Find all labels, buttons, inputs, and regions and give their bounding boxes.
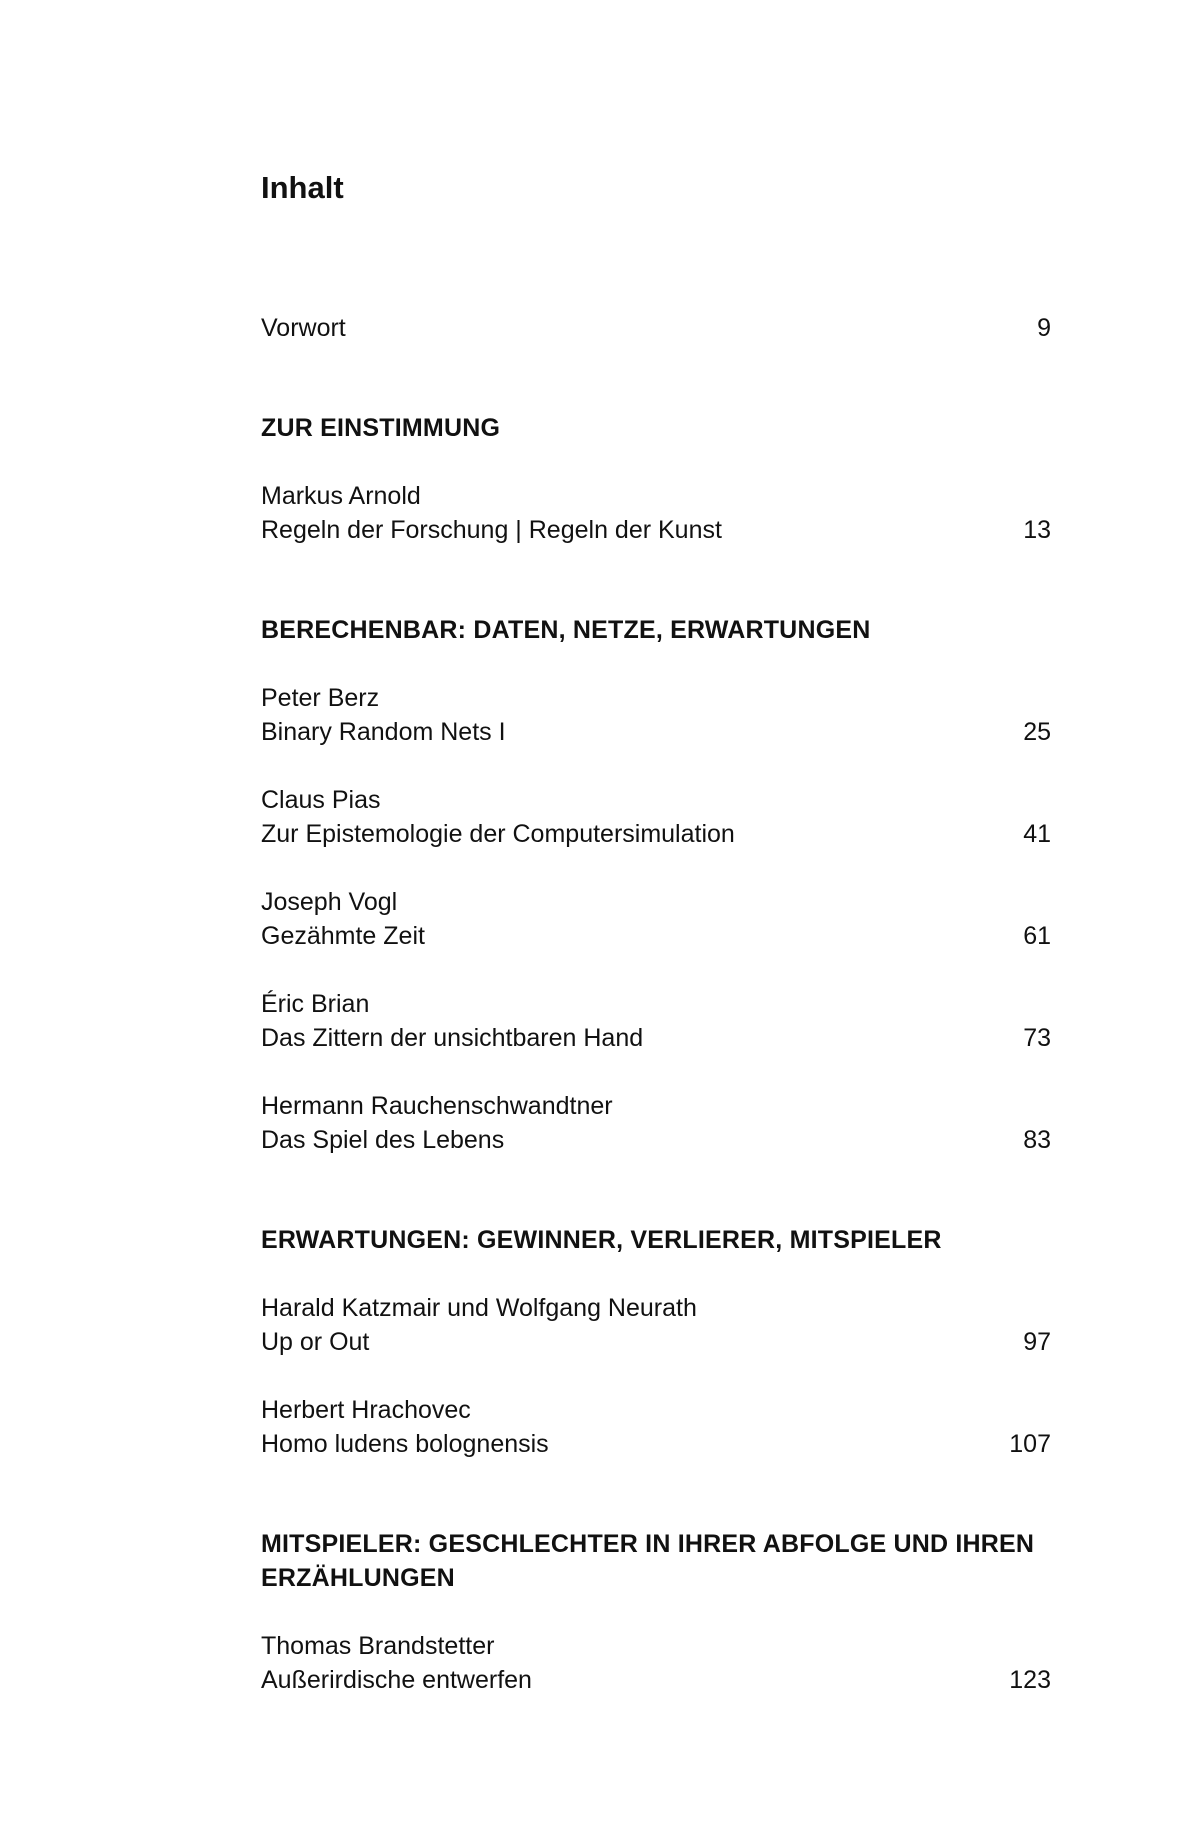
toc-content (261, 168, 1051, 1697)
entry-page-number: 25 (1023, 718, 1051, 746)
toc-section (261, 411, 1051, 547)
entry-author: Joseph Vogl (261, 888, 398, 916)
section-title: MITSPIELER: GESCHLECHTER IN IHRER ABFOLGE UND IHREN ERZÄHLUNGEN (261, 1530, 1035, 1592)
entry-title: Außerirdische entwerfen (261, 1666, 532, 1694)
toc-heading: Inhalt (261, 170, 344, 205)
entry-page-number: 61 (1023, 922, 1051, 950)
toc-entry (261, 479, 1051, 547)
entry-author: Markus Arnold (261, 482, 421, 510)
section-title: ERWARTUNGEN: GEWINNER, VERLIERER, MITSPIELER (261, 1226, 942, 1254)
entry-author: Peter Berz (261, 684, 380, 712)
toc-entry (261, 681, 1051, 749)
entry-title: Binary Random Nets I (261, 718, 506, 746)
toc-section (261, 613, 1051, 1157)
toc-entry (261, 1393, 1051, 1461)
toc-entry-preface (261, 311, 1051, 345)
entry-title: Das Spiel des Lebens (261, 1126, 505, 1154)
entry-page-number: 9 (1037, 314, 1051, 342)
entry-title: Vorwort (261, 314, 346, 342)
entry-page-number: 13 (1023, 516, 1051, 544)
entry-page-number: 83 (1023, 1126, 1051, 1154)
section-title: ZUR EINSTIMMUNG (261, 414, 501, 442)
entry-title: Up or Out (261, 1328, 370, 1356)
entry-author: Harald Katzmair und Wolfgang Neurath (261, 1294, 697, 1322)
entry-page-number: 107 (1009, 1430, 1051, 1458)
toc-section (261, 1223, 1051, 1461)
entry-author: Thomas Brandstetter (261, 1632, 495, 1660)
entry-page-number: 97 (1023, 1328, 1051, 1356)
toc-entry (261, 783, 1051, 851)
entry-page-number: 41 (1023, 820, 1051, 848)
entry-author: Claus Pias (261, 786, 381, 814)
toc-entry (261, 885, 1051, 953)
entry-title: Homo ludens bolognensis (261, 1430, 549, 1458)
entry-author: Herbert Hrachovec (261, 1396, 471, 1424)
entry-title: Gezähmte Zeit (261, 922, 425, 950)
toc-entry (261, 987, 1051, 1055)
entry-author: Éric Brian (261, 990, 370, 1018)
toc-entry (261, 1089, 1051, 1157)
toc-entry (261, 1291, 1051, 1359)
entry-author: Hermann Rauchenschwandtner (261, 1092, 613, 1120)
toc-entry (261, 1629, 1051, 1697)
entry-title: Zur Epistemologie der Computersimulation (261, 820, 735, 848)
entry-title: Das Zittern der unsichtbaren Hand (261, 1024, 644, 1052)
section-title: BERECHENBAR: DATEN, NETZE, ERWARTUNGEN (261, 616, 871, 644)
toc-section (261, 1527, 1051, 1697)
entry-title: Regeln der Forschung | Regeln der Kunst (261, 516, 722, 544)
entry-page-number: 73 (1023, 1024, 1051, 1052)
entry-page-number: 123 (1009, 1666, 1051, 1694)
